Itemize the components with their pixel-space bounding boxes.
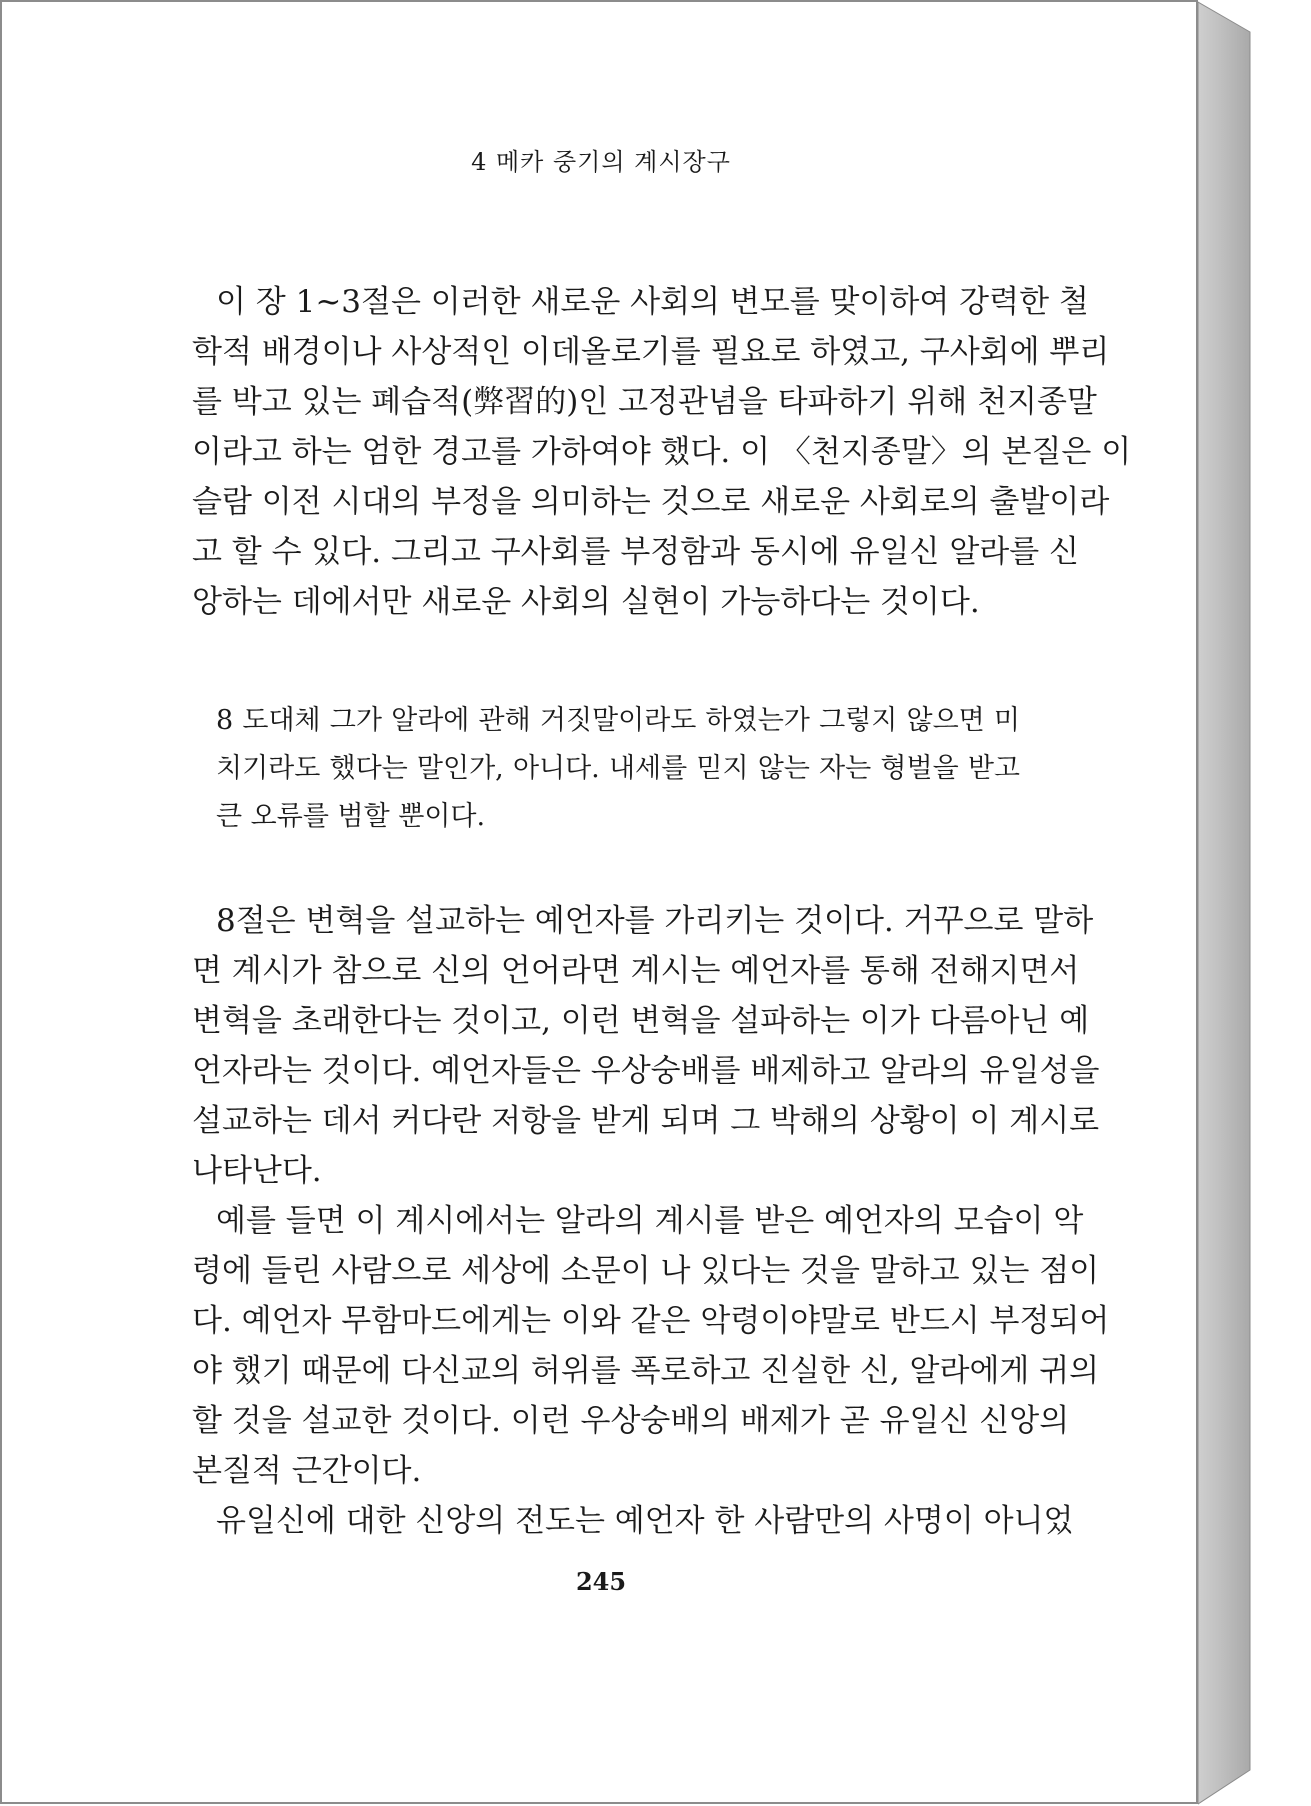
text-line: 설교하는 데서 커다란 저항을 받게 되며 그 박해의 상황이 이 계시로 — [192, 1103, 1100, 1139]
text-line: 이 장 1~3절은 이러한 새로운 사회의 변모를 맞이하여 강력한 철 — [216, 284, 1089, 320]
text-line: 큰 오류를 범할 뿐이다. — [216, 801, 486, 832]
running-head: 4 메카 중기의 계시장구 — [471, 148, 731, 176]
text-line: 8 도대체 그가 알라에 관해 거짓말이라도 하였는가 그렇지 않으면 미 — [216, 705, 1020, 736]
text-line: 슬람 이전 시대의 부정을 의미하는 것으로 새로운 사회로의 출발이라 — [192, 484, 1110, 520]
text-line: 언자라는 것이다. 예언자들은 우상숭배를 배제하고 알라의 유일성을 — [192, 1053, 1100, 1089]
text-line: 앙하는 데에서만 새로운 사회의 실현이 가능하다는 것이다. — [192, 584, 980, 620]
text-line: 면 계시가 참으로 신의 언어라면 계시는 예언자를 통해 전해지면서 — [192, 953, 1080, 989]
book-edge — [1198, 0, 1258, 1804]
text-line: 치기라도 했다는 말인가, 아니다. 내세를 믿지 않는 자는 형벌을 받고 — [216, 753, 1020, 784]
text-line: 예를 들면 이 계시에서는 알라의 계시를 받은 예언자의 모습이 악 — [216, 1203, 1084, 1239]
text-line: 변혁을 초래한다는 것이고, 이런 변혁을 설파하는 이가 다름아닌 예 — [192, 1003, 1090, 1039]
text-line: 학적 배경이나 사상적인 이데올로기를 필요로 하였고, 구사회에 뿌리 — [192, 334, 1110, 370]
text-line: 야 했기 때문에 다신교의 허위를 폭로하고 진실한 신, 알라에게 귀의 — [192, 1353, 1100, 1389]
text-line: 나타난다. — [192, 1153, 322, 1189]
text-line: 8절은 변혁을 설교하는 예언자를 가리키는 것이다. 거꾸으로 말하 — [216, 903, 1094, 939]
text-line: 고 할 수 있다. 그리고 구사회를 부정함과 동시에 유일신 알라를 신 — [192, 534, 1079, 570]
text-line: 를 박고 있는 폐습적(弊習的)인 고정관념을 타파하기 위해 천지종말 — [192, 384, 1097, 420]
text-line: 유일신에 대한 신앙의 전도는 예언자 한 사람만의 사명이 아니었 — [216, 1503, 1074, 1539]
page-number: 245 — [575, 1567, 627, 1596]
text-line: 이라고 하는 엄한 경고를 가하여야 했다. 이 〈천지종말〉의 본질은 이 — [192, 434, 1132, 470]
text-line: 본질적 근간이다. — [192, 1453, 422, 1489]
text-line: 다. 예언자 무함마드에게는 이와 같은 악령이야말로 반드시 부정되어 — [192, 1303, 1110, 1339]
text-line: 령에 들린 사람으로 세상에 소문이 나 있다는 것을 말하고 있는 점이 — [192, 1253, 1100, 1289]
text-line: 할 것을 설교한 것이다. 이런 우상숭배의 배제가 곧 유일신 신앙의 — [192, 1403, 1070, 1439]
